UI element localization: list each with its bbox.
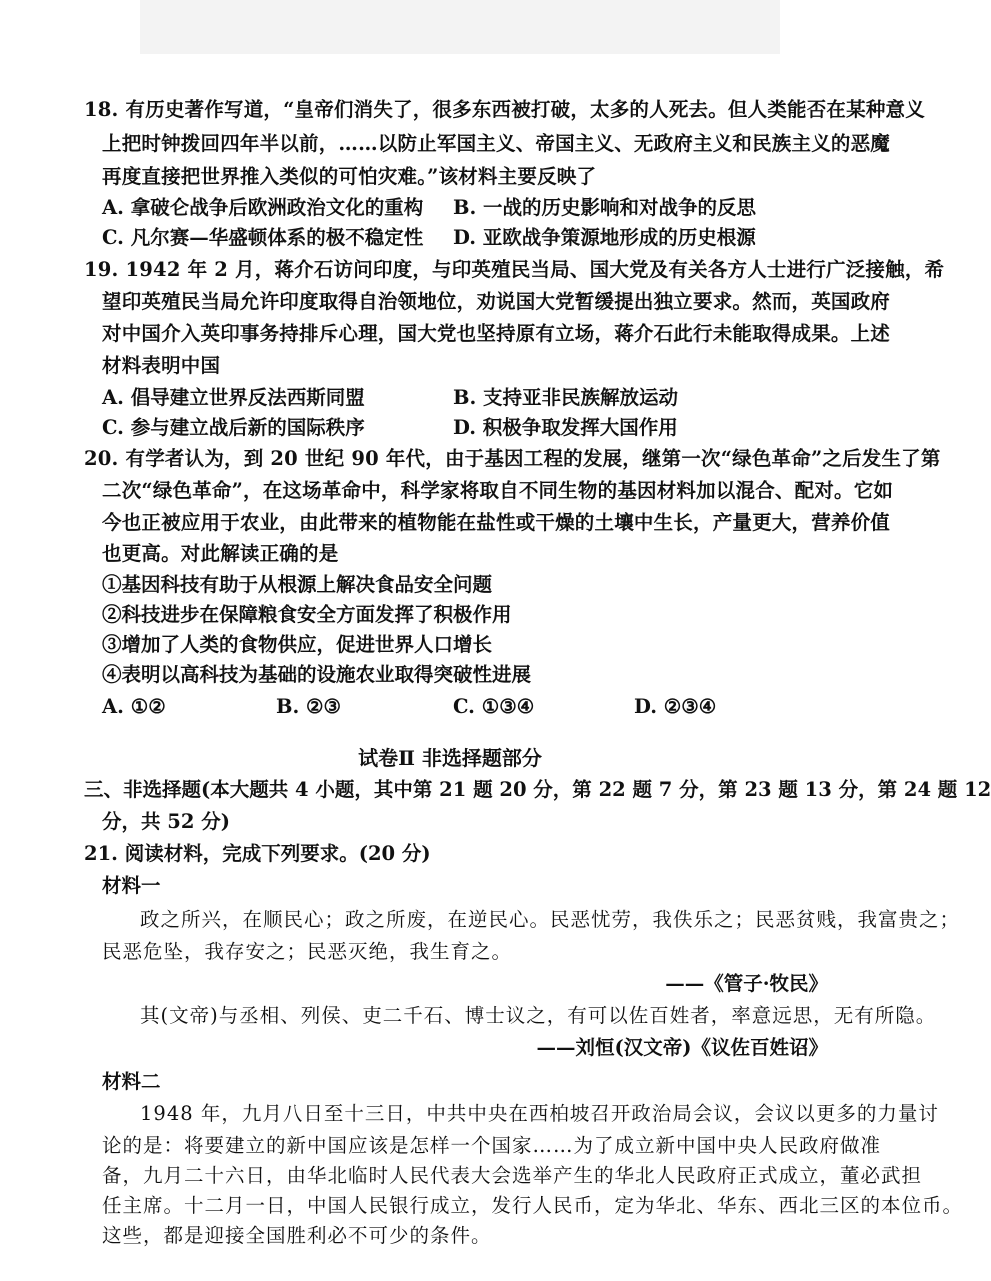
material-1-source-1: ——《管子·牧民》 — [665, 972, 828, 995]
q18-option-b: B. 一战的历史影响和对战争的反思 — [453, 196, 757, 219]
section3-heading-line-2: 分，共 52 分) — [102, 810, 230, 833]
scan-header-strip — [140, 0, 780, 54]
q19-line-2: 望印英殖民当局允许印度取得自治领地位，劝说国大党暂缓提出独立要求。然而，英国政府 — [102, 290, 891, 313]
material-1-line-2: 民恶危坠，我存安之；民恶灭绝，我生育之。 — [102, 940, 513, 963]
q21-stem: 21. 阅读材料，完成下列要求。(20 分) — [84, 842, 431, 865]
q18-option-d: D. 亚欧战争策源地形成的历史根源 — [453, 226, 756, 249]
q20-option-c: C. ①③④ — [453, 695, 535, 718]
q19-line-1: 19. 1942 年 2 月，蒋介石访问印度，与印英殖民当局、国大党及有关各方人士进行广泛接触，希 — [84, 258, 945, 281]
q20-option-a: A. ①② — [102, 695, 166, 718]
q19-option-b: B. 支持亚非民族解放运动 — [453, 386, 679, 409]
material-2-label: 材料二 — [102, 1070, 161, 1093]
material-1-line-3: 其(文帝)与丞相、列侯、吏二千石、博士议之，有可以佐百姓者，率意远思，无有所隐。 — [140, 1004, 937, 1027]
q20-option-d: D. ②③④ — [634, 695, 717, 718]
section3-heading-line-1: 三、非选择题(本大题共 4 小题，其中第 21 题 20 分，第 22 题 7 分，第 23 题 13 分，第 24 题 12 — [84, 778, 991, 801]
q20-option-b: B. ②③ — [276, 695, 342, 718]
q19-option-c: C. 参与建立战后新的国际秩序 — [102, 416, 365, 439]
q20-line-2: 二次“绿色革命”，在这场革命中，科学家将取自不同生物的基因材料加以混合、配对。它如 — [102, 479, 894, 502]
q18-option-a: A. 拿破仑战争后欧洲政治文化的重构 — [102, 196, 424, 219]
material-2-line-5: 这些，都是迎接全国胜利必不可少的条件。 — [102, 1224, 492, 1247]
material-2-line-1: 1948 年，九月八日至十三日，中共中央在西柏坡召开政治局会议，会议以更多的力量讨 — [140, 1102, 939, 1125]
material-2-line-3: 备，九月二十六日，由华北临时人民代表大会选举产生的华北人民政府正式成立，董必武担 — [102, 1164, 923, 1187]
q19-option-a: A. 倡导建立世界反法西斯同盟 — [102, 386, 365, 409]
q20-statement-1: ①基因科技有助于从根源上解决食品安全问题 — [102, 573, 493, 596]
q20-line-3: 今也正被应用于农业，由此带来的植物能在盐性或干燥的土壤中生长，产量更大，营养价值 — [102, 511, 891, 534]
q19-line-3: 对中国介入英印事务持排斥心理，国大党也坚持原有立场，蒋介石此行未能取得成果。上述 — [102, 322, 891, 345]
q20-statement-4: ④表明以高科技为基础的设施农业取得突破性进展 — [102, 663, 532, 686]
material-1-line-1: 政之所兴，在顺民心；政之所废，在逆民心。民恶忧劳，我佚乐之；民恶贫贱，我富贵之； — [140, 908, 961, 931]
q18-line-2: 上把时钟拨回四年半以前，……以防止军国主义、帝国主义、无政府主义和民族主义的恶魔 — [102, 132, 891, 155]
q18-option-c: C. 凡尔赛—华盛顿体系的极不稳定性 — [102, 226, 424, 249]
q20-statement-2: ②科技进步在保障粮食安全方面发挥了积极作用 — [102, 603, 512, 626]
material-1-label: 材料一 — [102, 874, 161, 897]
q20-line-4: 也更高。对此解读正确的是 — [102, 542, 339, 565]
q19-option-d: D. 积极争取发挥大国作用 — [453, 416, 678, 439]
q18-line-3: 再度直接把世界推入类似的可怕灾难。”该材料主要反映了 — [102, 165, 597, 188]
q19-line-4: 材料表明中国 — [102, 354, 221, 377]
q18-line-1: 18. 有历史著作写道，“皇帝们消失了，很多东西被打破，太多的人死去。但人类能否在某种意义 — [84, 98, 925, 121]
q20-line-1: 20. 有学者认为，到 20 世纪 90 年代，由于基因工程的发展，继第一次“绿色革命”之后发生了第 — [84, 447, 941, 470]
material-2-line-2: 论的是：将要建立的新中国应该是怎样一个国家……为了成立新中国中央人民政府做准 — [102, 1134, 882, 1157]
material-1-source-2: ——刘恒(汉文帝)《议佐百姓诏》 — [536, 1036, 828, 1059]
part2-title: 试卷Ⅱ 非选择题部分 — [358, 746, 542, 770]
q20-statement-3: ③增加了人类的食物供应，促进世界人口增长 — [102, 633, 493, 656]
material-2-line-4: 任主席。十二月一日，中国人民银行成立，发行人民币，定为华北、华东、西北三区的本位币。 — [102, 1194, 964, 1217]
